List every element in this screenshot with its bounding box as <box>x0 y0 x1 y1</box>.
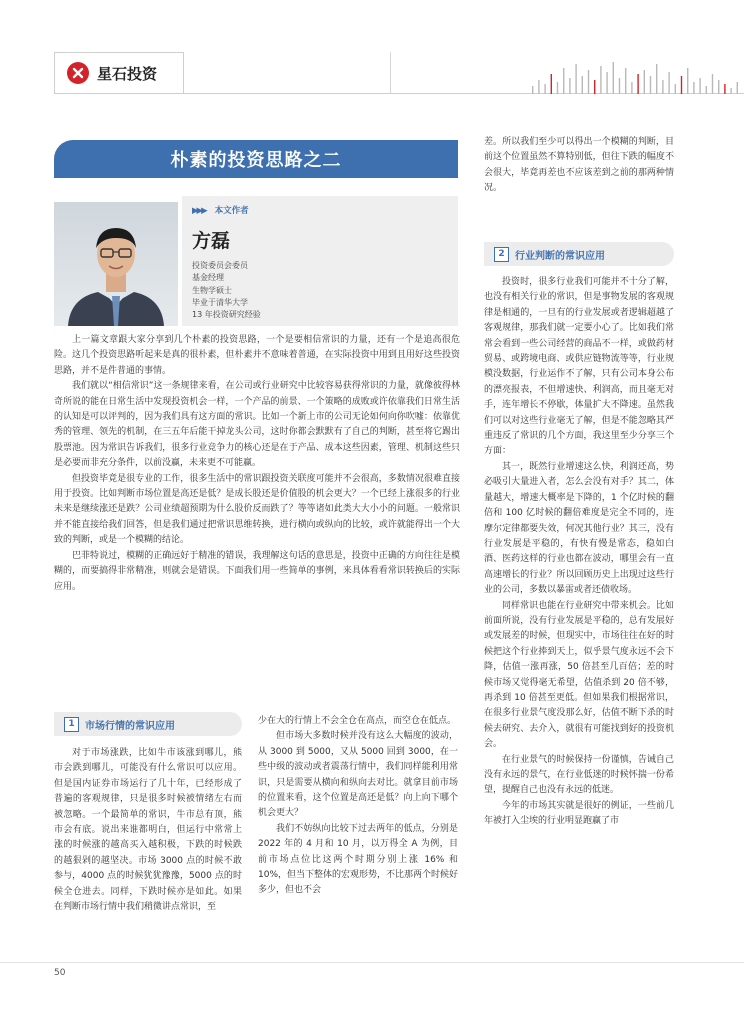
section-1-column-left <box>54 746 242 915</box>
decor-bar <box>600 66 601 94</box>
body-paragraph: 少在大的行情上不会全仓在高点，而空仓在低点。 <box>258 716 457 726</box>
section-1-column-middle <box>258 714 458 899</box>
intro-paragraph: 巴菲特说过，模糊的正确远好于精准的错误，我理解这句话的意思是，投资中正确的方向往往是模糊的，而要搞得非常精准，则就会是错误。下面我们用一些简单的事例，来具体看看常识转换后的实际应用。 <box>54 550 460 592</box>
decor-bar <box>668 72 669 94</box>
author-photo <box>54 202 178 326</box>
body-paragraph: 在行业景气的时候保持一份谨慎，告诫自己没有永远的景气，在行业低迷的时候怀揣一份希望，提醒自己也没有永远的低迷。 <box>484 754 674 796</box>
header-decoration-bars <box>528 60 744 94</box>
body-paragraph: 但市场大多数时候并没有这么大幅度的波动，从 3000 到 5000，又从 5000 回到 3000，在一些中级的波动或者震荡行情中，我们同样能利用常识，只是需要从横向和纵向去对比。就拿目前市场的位置来看，这个位置是高还是低？向上向下哪个机会更大？ <box>258 731 458 819</box>
author-info <box>192 260 261 321</box>
intro-paragraph: 但投资毕竟是很专业的工作，很多生活中的常识跟投资关联度可能并不会很高，多数情况很难直接用于投资。比如判断市场位置是高还是低？是成长股还是价值股的机会更大？一个已经上涨很多的行业未来是继续涨还是跌？公司业绩超预期为什么股价反而跌了？等等诸如此类大大小小的问题。一般常识并不能直接给我们回答，但是我们通过把常识思维转换，进行横向或纵向的比较，或许就能得出一个大致的判断，或是一个模糊的结论。 <box>54 473 460 546</box>
right-column-top <box>484 135 674 197</box>
article-title: 朴素的投资思路之二 <box>170 150 342 171</box>
decor-bar <box>662 80 663 94</box>
author-tag <box>192 204 249 216</box>
author-info-line: 投资委员会委员 <box>192 261 248 270</box>
decor-bar <box>693 82 694 94</box>
decor-bar <box>687 68 688 94</box>
decor-bar <box>532 86 533 94</box>
decor-bar <box>644 70 645 94</box>
decor-bar <box>718 80 719 94</box>
section-1-title: 市场行情的常识应用 <box>85 720 175 732</box>
section-1-number: 1 <box>64 717 79 732</box>
decor-bar <box>681 76 682 94</box>
author-tag-label: 本文作者 <box>214 206 249 216</box>
section-1-heading <box>54 712 242 736</box>
body-paragraph: 其一，既然行业增速这么快，利润还高，势必吸引大量进入者，怎么会没有对手？其二，体量越大，增速大概率是下降的，1 个亿时候的翻倍和 100 亿时候的翻倍难度是完全不同的，连摩尔定律都要失效，何况其他行业？其三，没有行业发展是平稳的，有快有慢是常态，稳如白酒、医药这样的行业也都在波动，哪里会有一直高速增长的行业？所以回顾历史上出现过这些行业的公司，多数以暴雷或者还债收场。 <box>484 461 674 596</box>
decor-bar <box>712 74 713 94</box>
author-name: 方磊 <box>192 230 231 252</box>
decor-bar <box>544 84 545 94</box>
author-info-line: 生物学硕士 <box>192 285 232 295</box>
intro-text <box>54 333 460 595</box>
decor-bar <box>619 78 620 94</box>
decor-bar <box>675 84 676 94</box>
body-paragraph: 投资时，很多行业我们可能并不十分了解，也没有相关行业的常识，但是事物发展的客观规律是相通的，一旦有的行业发展或者逻辑超越了客观规律，那我们就一定要小心了。比如我们常常会看到一些公司经营的商品不一样，或做药材贸易、或跨境电商、或供应链物流等等，行业规模没数据，行业运作不了解，只有公司本身公布的漂亮报表，不但增速快、利润高，而且毫无对手，连年增长不停歇，体量扩大不降速。虽然我们可以对这些行业毫无了解，但是不能忽略其严重违反了常识的几个方面，我这里至少分享三个方面： <box>484 277 674 457</box>
decor-bar <box>625 68 626 94</box>
decor-bar <box>724 84 725 94</box>
triple-chevron-icon: ▶▶▶ <box>192 206 206 216</box>
author-info-line: 13 年投资研究经验 <box>192 310 261 320</box>
section-2-number: 2 <box>494 247 509 262</box>
brand-name: 星石投资 <box>97 64 158 83</box>
decor-bar <box>594 80 595 94</box>
page-number: 50 <box>54 968 66 978</box>
decor-bar <box>538 80 539 94</box>
decor-bar <box>631 82 632 94</box>
section-2-title: 行业判断的常识应用 <box>515 250 605 262</box>
decor-bar <box>656 64 657 94</box>
author-info-line: 毕业于清华大学 <box>192 297 248 307</box>
footer-rule <box>0 962 744 963</box>
author-info-line: 基金经理 <box>192 273 224 283</box>
body-paragraph: 我们不妨纵向比较下过去两年的低点，分别是 2022 年的 4 月和 10 月，以万得全 A 为例，目前市场点位比这两个时期分别上涨 16% 和 10%，但当下整体的宏观形势，不比那两个时候好多少，但也不会 <box>258 823 459 896</box>
intro-paragraph: 我们就以“相信常识”这一条规律来看，在公司或行业研究中比较容易获得常识的力量，就像彼得林奇所说的能在日常生活中发现投资机会一样，一个产品的前景、一个策略的成败或许依靠我们日常生活的认知是可以评判的，因为我们具有这方面的常识。比如一个新上市的公司无论如何向你吹嘘：依靠优秀的管理、领先的机制，在三五年后能干掉龙头公司，这时你都会默默有了自己的判断，甚至将它踢出股票池。因为常识告诉我们，很多行业竞争力的核心还是在于产品、成本这些因素，管理、机制这些只是必要而非充分条件，以前没赢，未来更不可能赢。 <box>54 381 460 469</box>
section-2-heading <box>484 242 674 266</box>
decor-bar <box>551 74 552 94</box>
decor-bar <box>588 70 589 94</box>
author-panel <box>182 196 458 326</box>
decor-bar <box>569 78 570 94</box>
decor-bar <box>613 62 614 94</box>
decor-bar <box>650 76 651 94</box>
decor-bar <box>575 64 576 94</box>
decor-bar <box>706 86 707 94</box>
brand-box <box>54 52 184 94</box>
decor-bar <box>637 74 638 94</box>
decor-bar <box>582 76 583 94</box>
decor-bar <box>606 72 607 94</box>
body-paragraph: 差。所以我们至少可以得出一个模糊的判断，目前这个位置虽然不算特别低，但往下跌的幅度不会很大，毕竟再差也不应该差到之前的那两种情况。 <box>484 137 674 194</box>
decor-bar <box>563 68 564 94</box>
header-divider <box>390 52 391 94</box>
section-2-column <box>484 275 674 830</box>
decor-bar <box>730 88 731 94</box>
page-header <box>0 0 744 100</box>
body-paragraph: 今年的市场其实就是很好的例证，一些前几年被打入尘埃的行业明显跑赢了市 <box>484 800 674 827</box>
body-paragraph: 同样常识也能在行业研究中带来机会。比如前面所说，没有行业发展是平稳的，总有发展好或发展差的时候，但现实中，市场往往在好的时候把这个行业捧到天上，似乎景气度永远不会下降，估值一涨再涨，50 倍甚至几百倍；差的时候市场又觉得毫无希望，估值杀到 20 倍不够，再杀到 10 倍甚至更低。但如果我们根据常识，在很多行业景气度没那么好，估值不断下杀的时候去研究、去介入，就很有可能找到好的投资机会。 <box>484 600 674 750</box>
decor-bar <box>737 82 738 94</box>
decor-bar <box>557 82 558 94</box>
intro-paragraph: 上一篇文章跟大家分享到几个朴素的投资思路，一个是要相信常识的力量，还有一个是追高很危险。这几个投资思路听起来是真的很朴素，但朴素并不意味着普通，在实际投资中用到且用好这些投资思路，并不是件普通的事情。 <box>54 335 460 376</box>
decor-bar <box>699 78 700 94</box>
article-title-banner <box>54 140 458 178</box>
body-paragraph: 对于市场涨跌，比如牛市该涨到哪儿，熊市会跌到哪儿，可能没有什么常识可以应用。但是国内证券市场运行了几十年，已经形成了普遍的客观规律，只是很多时候被情绪左右而被忽略。一个最简单的常识，牛市总有顶，熊市会有底。说出来谁都明白，但运行中常常上涨的时候涨的越高买入越积极，下跌的时候跌的越狠剁的越坚决。市场 3000 点的时候不敢参与，4000 点的时候犹犹豫豫，5000 点的时候全仓进去。同样，下跌时候亦是如此。如果在判断市场行情中我们稍微讲点常识，至 <box>54 748 242 913</box>
brand-logo-icon <box>67 62 89 84</box>
